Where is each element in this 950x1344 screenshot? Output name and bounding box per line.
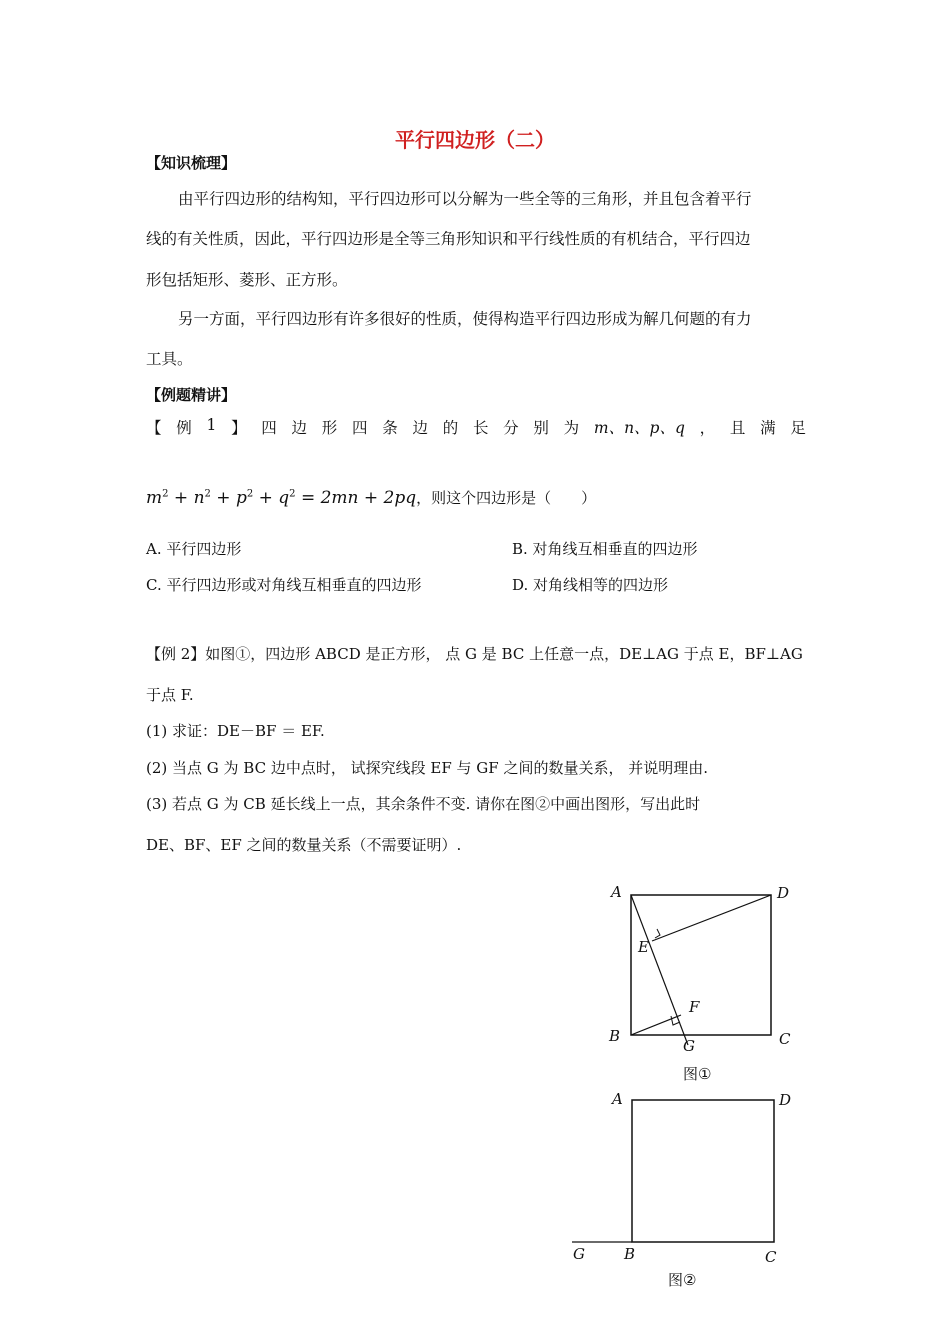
label-d: D <box>779 1091 792 1109</box>
segment-de <box>652 895 771 941</box>
page-title: 平行四边形（二） <box>395 128 555 152</box>
label-c: C <box>765 1248 777 1265</box>
example1-question: ，则这个四边形是（ ） <box>416 489 597 507</box>
knowledge-para1-line3: 形包括矩形、菱形、正方形。 <box>146 271 348 289</box>
ex1-variables: m、n、p、q <box>593 419 685 437</box>
ex1-token: 别 <box>533 419 549 437</box>
label-d: D <box>777 884 790 902</box>
ex1-token: 边 <box>291 419 308 437</box>
ex1-token: 且 <box>729 419 746 437</box>
option-d: D. 对角线相等的四边形 <box>512 576 669 594</box>
example2-line2: 于点 F. <box>146 686 194 704</box>
example2-q3-line1: (3) 若点 G 为 CB 延长线上一点，其余条件不变. 请你在图②中画出图形，写出此时 <box>146 795 701 813</box>
ex1-token: 足 <box>790 419 806 437</box>
figure2-caption: 图② <box>668 1271 697 1289</box>
section-heading-examples: 【例题精讲】 <box>146 386 237 404</box>
option-c: C. 平行四边形或对角线互相垂直的四边形 <box>146 576 422 594</box>
example1-stem <box>146 416 806 438</box>
ex1-token: 】 <box>231 419 247 437</box>
ex1-token: 分 <box>503 419 519 437</box>
example2-q1: (1) 求证：DE－BF ＝ EF. <box>146 722 325 740</box>
section-heading-knowledge: 【知识梳理】 <box>146 154 237 172</box>
example2-q3-line2: DE、BF、EF 之间的数量关系（不需要证明）. <box>146 836 462 854</box>
ex1-token: 例 <box>176 419 192 437</box>
label-e: E <box>638 938 649 956</box>
option-a: A. 平行四边形 <box>146 540 242 558</box>
figure1-caption: 图① <box>683 1065 712 1083</box>
ex1-token: 为 <box>563 419 580 437</box>
figure1-square-diagram <box>600 878 810 1068</box>
example2-q2: (2) 当点 G 为 BC 边中点时， 试探究线段 EF 与 GF 之间的数量关系， 并说明理由. <box>146 759 708 777</box>
label-f: F <box>689 998 700 1016</box>
square-abcd <box>632 1100 774 1242</box>
label-g: G <box>683 1037 695 1055</box>
ex1-token: ， <box>699 419 716 437</box>
label-c: C <box>779 1030 791 1048</box>
square-abcd <box>631 895 771 1035</box>
ex1-token: 1 <box>206 416 217 434</box>
knowledge-para2-line1: 另一方面，平行四边形有许多很好的性质，使得构造平行四边形成为解几何题的有力 <box>178 310 752 328</box>
knowledge-para1-line1: 由平行四边形的结构知，平行四边形可以分解为一些全等的三角形，并且包含着平行 <box>178 190 752 208</box>
ex1-token: 的 <box>442 419 459 437</box>
ex1-token: 【 <box>146 419 162 437</box>
ex1-token: 边 <box>412 419 428 437</box>
ex1-token: 四 <box>261 419 277 437</box>
ex1-token: 条 <box>382 419 398 437</box>
label-b: B <box>624 1245 636 1263</box>
ex1-token: 四 <box>352 419 368 437</box>
figure2-square-diagram <box>560 1085 810 1265</box>
ex1-token: 长 <box>472 419 489 437</box>
label-b: B <box>609 1027 621 1045</box>
option-b: B. 对角线互相垂直的四边形 <box>512 540 698 558</box>
label-a: A <box>611 883 622 901</box>
ex1-token: 满 <box>760 419 776 437</box>
right-angle-mark-e <box>655 929 660 938</box>
knowledge-para2-line2: 工具。 <box>146 350 193 368</box>
example1-formula: $m^2 + n^2 + p^2 + q^2 = 2mn + 2pq$，则这个四边形是（ ） <box>146 488 597 508</box>
knowledge-para1-line2: 线的有关性质，因此，平行四边形是全等三角形知识和平行线性质的有机结合，平行四边 <box>146 230 751 248</box>
ex1-token: 形 <box>321 419 338 437</box>
label-a: A <box>612 1090 623 1108</box>
label-g: G <box>573 1245 585 1263</box>
example2-line1: 【例 2】如图①，四边形 ABCD 是正方形， 点 G 是 BC 上任意一点，DE⊥AG 于点 E，BF⊥AG <box>146 645 803 663</box>
